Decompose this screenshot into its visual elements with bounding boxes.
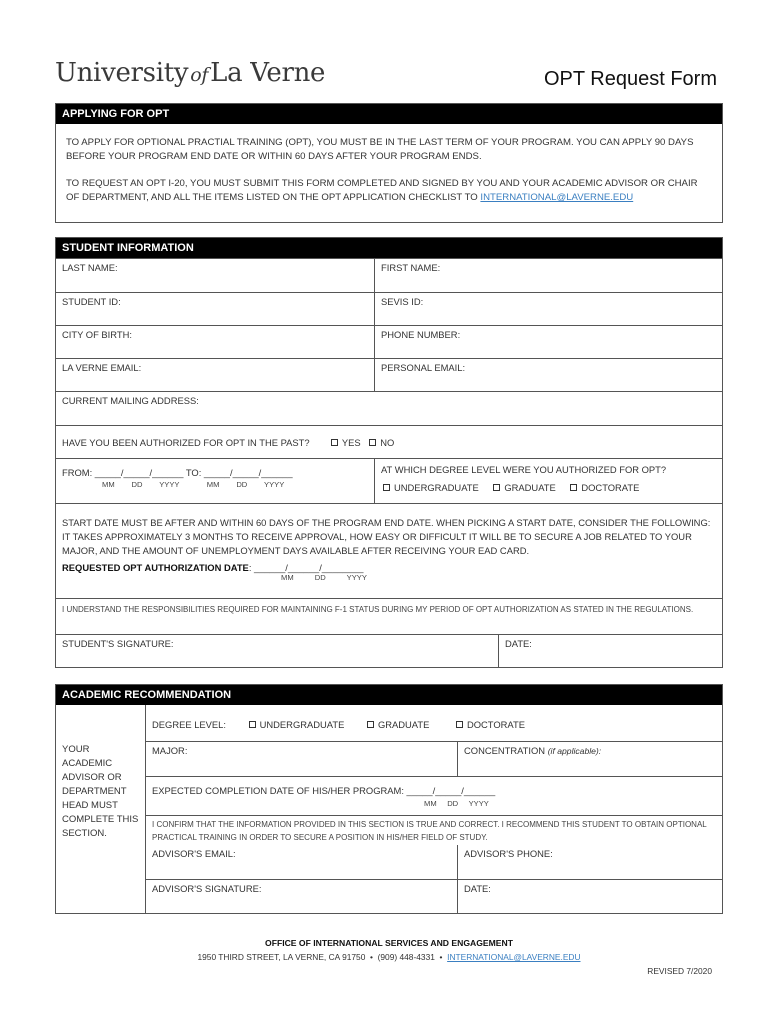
advisor-date-field[interactable]: DATE: — [457, 880, 722, 913]
no-checkbox[interactable] — [369, 439, 376, 446]
university-logo: University ofLa Verne — [55, 58, 326, 88]
concentration-field[interactable]: CONCENTRATION (if applicable): — [457, 742, 722, 776]
advisor-phone-field[interactable]: ADVISOR'S PHONE: — [457, 845, 722, 879]
city-of-birth-field[interactable]: CITY OF BIRTH: — [62, 329, 132, 340]
yes-checkbox[interactable] — [331, 439, 338, 446]
student-date-field[interactable]: DATE: — [498, 635, 722, 668]
applying-para-2: TO REQUEST AN OPT I-20, YOU MUST SUBMIT THIS FORM COMPLETED AND SIGNED BY YOU AND YOUR ACADEMIC ADVISOR OR CHAIR OF DEPARTMENT, AND ALL THE ITEMS LISTED ON THE OPT APPLICATION CHECKLIST TO INTERNATIONAL@LAVERNE.EDU — [66, 178, 698, 203]
academic-section — [55, 684, 723, 914]
start-date-note: START DATE MUST BE AFTER AND WITHIN 60 DAYS OF THE PROGRAM END DATE. WHEN PICKING A START DATE, CONSIDER THE FOLLOWING: IT TAKES APPROXIMATELY 3 MONTHS TO RECEIVE APPROVAL, HOW EASY OR DIFFICULT IT WILL BE TO SECURE A JOB RELATED TO YOUR MAJOR, AND THE AMOUNT OF UNEMPLOYMENT DAYS AVAILABLE AFTER RECEIVING YOUR EAD CARD. — [62, 517, 711, 556]
academic-instructions: YOUR ACADEMIC ADVISOR OR DEPARTMENT HEAD MUST COMPLETE THIS SECTION. — [56, 705, 146, 913]
authorized-question: HAVE YOU BEEN AUTHORIZED FOR OPT IN THE PAST? YES NO — [62, 436, 395, 448]
office-address: 1950 THIRD STREET, LA VERNE, CA 91750 • (909) 448-4331 • INTERNATIONAL@LAVERNE.EDU — [197, 952, 581, 962]
advisor-doctorate-checkbox[interactable] — [456, 721, 463, 728]
student-info-section: STUDENT INFORMATION LAST NAME: FIRST NAME: STUDENT ID: SEVIS ID: CITY OF BIRTH: PHONE NUMBER: LA VERNE EMAIL: PERSONAL EMAIL: CURRENT MAILING ADDRESS: HAVE YOU BEEN AUTHORIZED FOR OPT IN THE PAST? YES NO FROM: _____/_____/______ TO: _____/_____/______ MM DD YYYY MM DD YYYY AT WHICH DEGREE LEVEL WERE YOU AUTHORIZED FOR OPT? UNDERGRADUATE GRADUATE DOCTORATE START DATE MUST BE AFTER AND WITHIN 60 DAYS OF THE PROGRAM END DATE. WHEN PICKING A START DATE, CONSIDER THE FOLLOWING: IT TAKES APPROXIMATELY 3 MONTHS TO RECEIVE APPROVAL, HOW EASY OR DIFFICULT IT WILL BE TO SECURE A JOB RELATED TO YOUR MAJOR, AND THE AMOUNT OF UNEMPLOYMENT DAYS AVAILABLE AFTER RECEIVING YOUR EAD CARD. REQUESTED OPT AUTHORIZATION DATE: ______/______/________ MM DD YYYY I UNDERSTAND THE RESPONSIBILITIES REQUIRED FOR MAINTAINING F-1 STATUS DURING MY PERIOD OF OPT AUTHORIZATION AS STATED IN THE REGULATIONS. STUDENT'S SIGNATURE: DATE: — [55, 237, 723, 668]
revised-date: REVISED 7/2020 — [647, 966, 712, 976]
requested-date-format: MM DD YYYY — [281, 573, 367, 582]
undergrad-checkbox[interactable] — [383, 484, 390, 491]
applying-heading: APPLYING FOR OPT — [56, 104, 722, 124]
page-header — [55, 58, 723, 98]
completion-date-format: MM DD YYYY — [424, 799, 489, 808]
student-info-heading: STUDENT INFORMATION — [56, 238, 722, 258]
from-to-date-format: MM DD YYYY MM DD YYYY — [102, 480, 285, 489]
mailing-address-field[interactable]: CURRENT MAILING ADDRESS: — [62, 395, 199, 406]
advisor-email-field[interactable]: ADVISOR'S EMAIL: — [152, 848, 236, 859]
student-signature-field[interactable]: STUDENT'S SIGNATURE: — [62, 638, 174, 649]
first-name-field[interactable]: FIRST NAME: — [374, 259, 722, 292]
page-footer — [55, 938, 723, 962]
from-to-dates[interactable]: FROM: _____/_____/______ TO: _____/_____/______ — [62, 467, 293, 478]
office-name: OFFICE OF INTERNATIONAL SERVICES AND ENGAGEMENT — [265, 938, 513, 948]
footer-email-link[interactable]: INTERNATIONAL@LAVERNE.EDU — [447, 952, 581, 962]
graduate-checkbox[interactable] — [493, 484, 500, 491]
degree-level-question: AT WHICH DEGREE LEVEL WERE YOU AUTHORIZED FOR OPT? — [381, 464, 667, 475]
advisor-signature-field[interactable]: ADVISOR'S SIGNATURE: — [152, 883, 262, 894]
major-field[interactable]: MAJOR: — [152, 745, 188, 756]
advisor-graduate-checkbox[interactable] — [367, 721, 374, 728]
laverne-email-field[interactable]: LA VERNE EMAIL: — [62, 362, 142, 373]
applying-section — [55, 103, 723, 223]
international-email-link[interactable]: INTERNATIONAL@LAVERNE.EDU — [480, 192, 634, 203]
completion-date-field[interactable]: EXPECTED COMPLETION DATE OF HIS/HER PROGRAM: _____/_____/______ — [152, 785, 496, 796]
advisor-confirm-statement: I CONFIRM THAT THE INFORMATION PROVIDED IN THIS SECTION IS TRUE AND CORRECT. I RECOMMEND THIS STUDENT TO OBTAIN OPTIONAL PRACTICAL TRAINING IN ORDER TO SECURE A POSITION IN HIS/HER FIELD OF STUDY. — [152, 820, 707, 842]
form-title: OPT Request Form — [543, 68, 717, 90]
doctorate-checkbox[interactable] — [570, 484, 577, 491]
advisor-undergrad-checkbox[interactable] — [249, 721, 256, 728]
phone-number-field[interactable]: PHONE NUMBER: — [374, 326, 722, 358]
last-name-field[interactable]: LAST NAME: — [62, 262, 118, 273]
understand-statement: I UNDERSTAND THE RESPONSIBILITIES REQUIRED FOR MAINTAINING F-1 STATUS DURING MY PERIOD OF OPT AUTHORIZATION AS STATED IN THE REGULATIONS. — [62, 605, 694, 614]
requested-date-field[interactable]: REQUESTED OPT AUTHORIZATION DATE: ______/______/________ — [62, 562, 364, 573]
applying-para-1: TO APPLY FOR OPTIONAL PRACTIAL TRAINING (OPT), YOU MUST BE IN THE LAST TERM OF YOUR PROGRAM. YOU CAN APPLY 90 DAYS BEFORE YOUR PROGRAM END DATE OR WITHIN 60 DAYS AFTER YOUR PROGRAM ENDS. — [66, 137, 694, 162]
academic-heading: ACADEMIC RECOMMENDATION — [56, 685, 722, 705]
degree-level-row: DEGREE LEVEL: UNDERGRADUATE GRADUATE DOCTORATE — [152, 718, 525, 730]
sevis-id-field[interactable]: SEVIS ID: — [374, 293, 722, 325]
student-id-field[interactable]: STUDENT ID: — [62, 296, 121, 307]
personal-email-field[interactable]: PERSONAL EMAIL: — [374, 359, 722, 391]
